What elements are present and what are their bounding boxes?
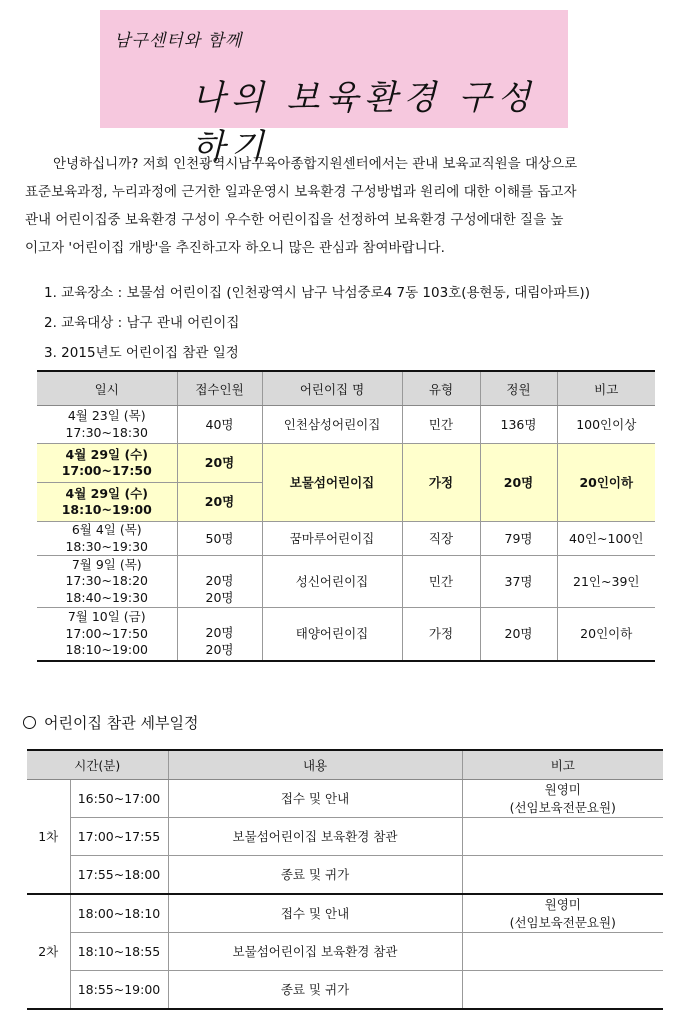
table-row xyxy=(37,444,655,483)
schedule-date: 6월 4일 (목) xyxy=(71,522,142,537)
schedule-type: 가정 xyxy=(402,608,480,661)
detail-time: 16:50~17:00 xyxy=(70,780,168,818)
session-label: 2차 xyxy=(27,894,70,1009)
schedule-center-name: 인천삼성어린이집 xyxy=(262,406,402,444)
intro-line: 표준보육과정, 누리과정에 근거한 일과운영시 보육환경 구성방법과 원리에 대한 이해를 돕고자 xyxy=(25,184,577,200)
detail-note xyxy=(462,933,663,971)
staff-name: 원영미 xyxy=(544,896,581,912)
schedule-time: 17:30~18:30 xyxy=(65,424,149,440)
list-item-schedule: 3. 2015년도 어린이집 참관 일정 xyxy=(44,345,239,361)
list-item-location: 1. 교육장소 : 보물섬 어린이집 (인천광역시 남구 낙섬중로4 7동 103호(용현동, 대림아파트)) xyxy=(44,285,590,301)
schedule-date: 7월 10일 (금) xyxy=(67,609,146,624)
detail-content: 종료 및 귀가 xyxy=(168,971,462,1010)
table-row xyxy=(37,406,655,444)
detail-time: 17:55~18:00 xyxy=(70,856,168,895)
schedule-time: 17:00~17:50 xyxy=(61,463,152,478)
table-header: 시간(분) xyxy=(27,750,168,780)
schedule-table xyxy=(37,370,655,662)
table-header: 일시 xyxy=(37,371,177,406)
table-row xyxy=(27,856,663,895)
banner-title: 나의 보육환경 구성하기 xyxy=(192,78,537,167)
table-row xyxy=(27,971,663,1010)
schedule-time: 18:10~19:00 xyxy=(61,502,152,517)
schedule-count-cell xyxy=(177,556,262,608)
table-header: 접수인원 xyxy=(177,371,262,406)
staff-name: 원영미 xyxy=(544,781,581,797)
schedule-count: 20명 xyxy=(205,625,234,641)
table-header: 비고 xyxy=(462,750,663,780)
intro-line: 안녕하십니까? 저희 인천광역시남구육아종합지원센터에서는 관내 보육교직원을 대상으로 xyxy=(53,156,578,172)
table-row xyxy=(27,933,663,971)
schedule-capacity: 79명 xyxy=(480,522,557,556)
table-header: 정원 xyxy=(480,371,557,406)
schedule-note: 20인이하 xyxy=(557,444,655,522)
table-row xyxy=(27,818,663,856)
schedule-date-cell xyxy=(37,406,177,444)
table-header: 유형 xyxy=(402,371,480,406)
schedule-capacity: 20명 xyxy=(480,608,557,661)
table-header: 비고 xyxy=(557,371,655,406)
schedule-note: 40인~100인 xyxy=(557,522,655,556)
schedule-capacity: 136명 xyxy=(480,406,557,444)
detail-content: 보물섬어린이집 보육환경 참관 xyxy=(168,933,462,971)
schedule-date-cell xyxy=(37,556,177,608)
schedule-note: 100인이상 xyxy=(557,406,655,444)
detail-time: 18:10~18:55 xyxy=(70,933,168,971)
table-row xyxy=(27,894,663,933)
detail-note xyxy=(462,780,663,818)
detail-content: 접수 및 안내 xyxy=(168,780,462,818)
schedule-count: 40명 xyxy=(177,406,262,444)
table-row xyxy=(37,522,655,556)
schedule-date-cell xyxy=(37,444,177,483)
detail-time: 17:00~17:55 xyxy=(70,818,168,856)
schedule-center-name: 보물섬어린이집 xyxy=(262,444,402,522)
intro-line: 이고자 '어린이집 개방'을 추진하고자 하오니 많은 관심과 참여바랍니다. xyxy=(25,240,445,256)
intro-paragraph xyxy=(25,150,673,262)
schedule-type: 민간 xyxy=(402,406,480,444)
schedule-date-cell xyxy=(37,608,177,661)
table-row xyxy=(37,556,655,608)
schedule-center-name: 성신어린이집 xyxy=(262,556,402,608)
schedule-time: 17:30~18:20 xyxy=(65,573,149,589)
detail-note xyxy=(462,818,663,856)
schedule-capacity: 20명 xyxy=(480,444,557,522)
detail-content: 종료 및 귀가 xyxy=(168,856,462,895)
table-header: 내용 xyxy=(168,750,462,780)
schedule-note: 21인~39인 xyxy=(557,556,655,608)
schedule-count: 20명 xyxy=(205,589,234,605)
detail-time: 18:00~18:10 xyxy=(70,894,168,933)
schedule-count-cell xyxy=(177,608,262,661)
schedule-note: 20인이하 xyxy=(557,608,655,661)
schedule-date-cell xyxy=(37,483,177,522)
schedule-date: 4월 29일 (수) xyxy=(65,485,148,501)
detail-note xyxy=(462,971,663,1010)
detail-schedule-table xyxy=(27,749,663,1010)
session-label: 1차 xyxy=(27,780,70,895)
section-title-text: 어린이집 참관 세부일정 xyxy=(44,714,199,732)
schedule-type: 가정 xyxy=(402,444,480,522)
intro-line: 관내 어린이집중 보육환경 구성이 우수한 어린이집을 선정하여 보육환경 구성에대한 질을 높 xyxy=(25,212,564,228)
schedule-count: 20명 xyxy=(177,483,262,522)
schedule-time: 18:30~19:30 xyxy=(65,538,149,554)
schedule-count: 20명 xyxy=(205,573,234,588)
schedule-center-name: 태양어린이집 xyxy=(262,608,402,661)
detail-content: 보물섬어린이집 보육환경 참관 xyxy=(168,818,462,856)
schedule-date-cell xyxy=(37,522,177,556)
schedule-type: 민간 xyxy=(402,556,480,608)
schedule-date: 7월 9일 (목) xyxy=(71,556,142,572)
detail-time: 18:55~19:00 xyxy=(70,971,168,1010)
schedule-count: 20명 xyxy=(177,444,262,483)
detail-note xyxy=(462,894,663,933)
schedule-time: 18:10~19:00 xyxy=(65,642,149,657)
schedule-capacity: 37명 xyxy=(480,556,557,608)
list-item-target: 2. 교육대상 : 남구 관내 어린이집 xyxy=(44,315,240,331)
table-row xyxy=(27,780,663,818)
schedule-date: 4월 23일 (목) xyxy=(67,408,146,423)
table-header: 어린이집 명 xyxy=(262,371,402,406)
circle-bullet-icon xyxy=(23,716,36,729)
schedule-count: 20명 xyxy=(205,641,234,657)
detail-content: 접수 및 안내 xyxy=(168,894,462,933)
schedule-date: 4월 29일 (수) xyxy=(65,446,148,462)
schedule-type: 직장 xyxy=(402,522,480,556)
schedule-time: 17:00~17:50 xyxy=(65,625,149,641)
table-row xyxy=(37,608,655,661)
schedule-center-name: 꿈마루어린이집 xyxy=(262,522,402,556)
info-list xyxy=(44,278,590,368)
schedule-time: 18:40~19:30 xyxy=(65,589,149,605)
staff-role: (선임보육전문요원) xyxy=(509,799,616,815)
detail-note xyxy=(462,856,663,895)
banner-subtitle: 남구센터와 함께 xyxy=(114,31,243,51)
section-title xyxy=(23,712,198,733)
schedule-count: 50명 xyxy=(177,522,262,556)
staff-role: (선임보육전문요원) xyxy=(509,914,616,930)
